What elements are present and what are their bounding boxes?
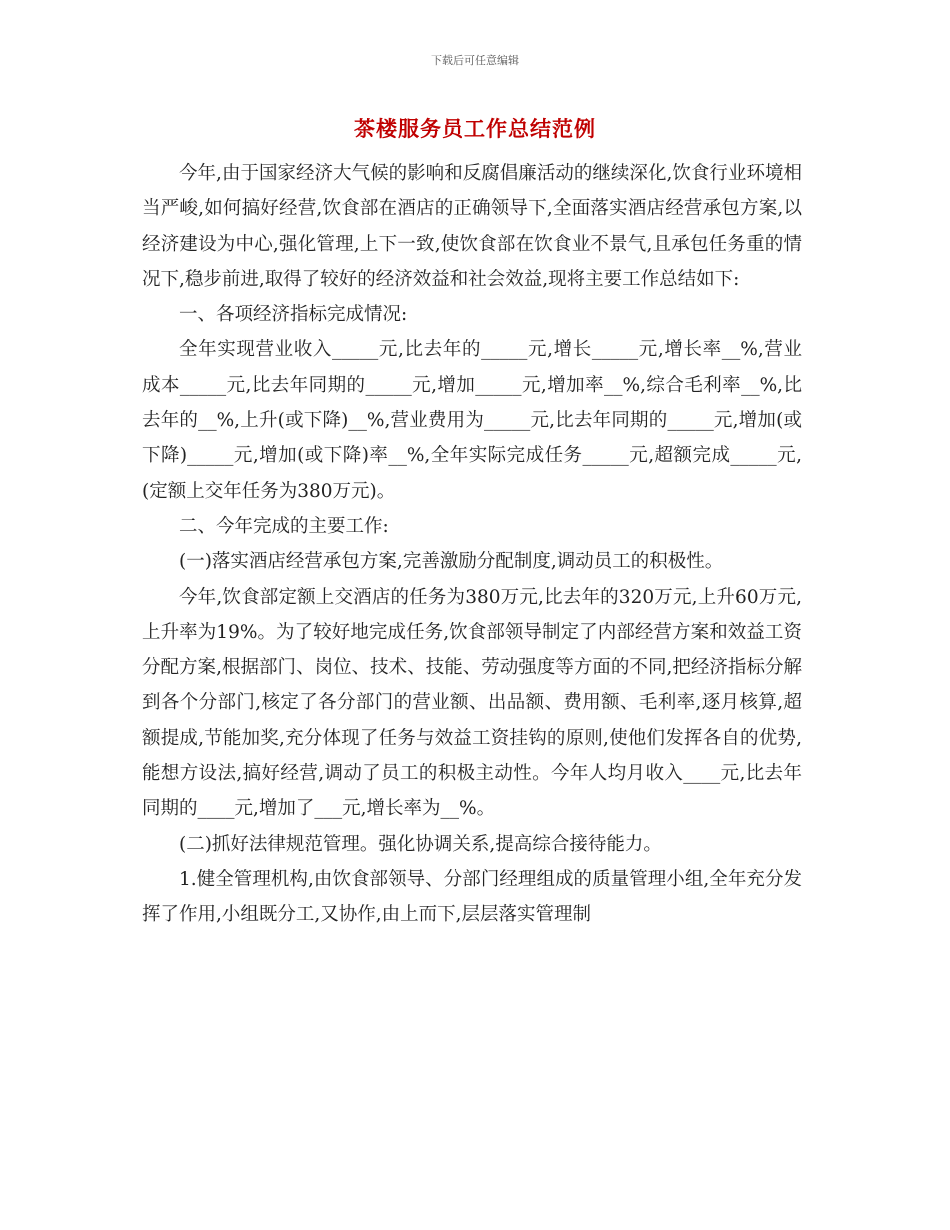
document-title: 茶楼服务员工作总结范例: [354, 116, 596, 141]
paragraph-tasks: 今年,饮食部定额上交酒店的任务为380万元,比去年的320万元,上升60万元,上升率为19%。为了较好地完成任务,饮食部领导制定了内部经营方案和效益工资分配方案,根据部门、岗位、技术、技能、劳动强度等方面的不同,把经济指标分解到各个分部门,核定了各分部门的营业额、出品额、费用额、毛利率,逐月核算,超额提成,节能加奖,充分体现了任务与效益工资挂钩的原则,使他们发挥各自的优势,能想方设法,搞好经营,调动了员工的积极主动性。今年人均月收入____元,比去年同期的____元,增加了___元,增长率为__%。: [142, 586, 802, 820]
subsection-heading-1: (一)落实酒店经营承包方案,完善激励分配制度,调动员工的积极性。: [179, 551, 724, 573]
header-note: 下载后可任意编辑: [431, 54, 519, 67]
paragraph-management: 1.健全管理机构,由饮食部领导、分部门经理组成的质量管理小组,全年充分发挥了作用,小组既分工,又协作,由上而下,层层落实管理制: [142, 868, 802, 926]
paragraph-intro: 今年,由于国家经济大气候的影响和反腐倡廉活动的继续深化,饮食行业环境相当严峻,如何搞好经营,饮食部在酒店的正确领导下,全面落实酒店经营承包方案,以经济建设为中心,强化管理,上下一致,使饮食部在饮食业不景气,且承包任务重的情况下,稳步前进,取得了较好的经济效益和社会效益,现将主要工作总结如下:: [142, 163, 802, 290]
subsection-heading-2: (二)抓好法律规范管理。强化协调关系,提高综合接待能力。: [179, 833, 662, 855]
section-heading-1: 一、各项经济指标完成情况:: [179, 304, 408, 326]
paragraph-indicators: 全年实现营业收入_____元,比去年的_____元,增长_____元,增长率__%,营业成本_____元,比去年同期的_____元,增加_____元,增加率__%,综合毛利率__%,比去年的__%,上升(或下降)__%,营业费用为_____元,比去年同期的_____元,增加(或下降)_____元,增加(或下降)率__%,全年实际完成任务_____元,超额完成_____元,(定额上交年任务为380万元)。: [142, 339, 802, 502]
document-body: [142, 156, 802, 933]
section-heading-2: 二、今年完成的主要工作:: [179, 515, 389, 537]
